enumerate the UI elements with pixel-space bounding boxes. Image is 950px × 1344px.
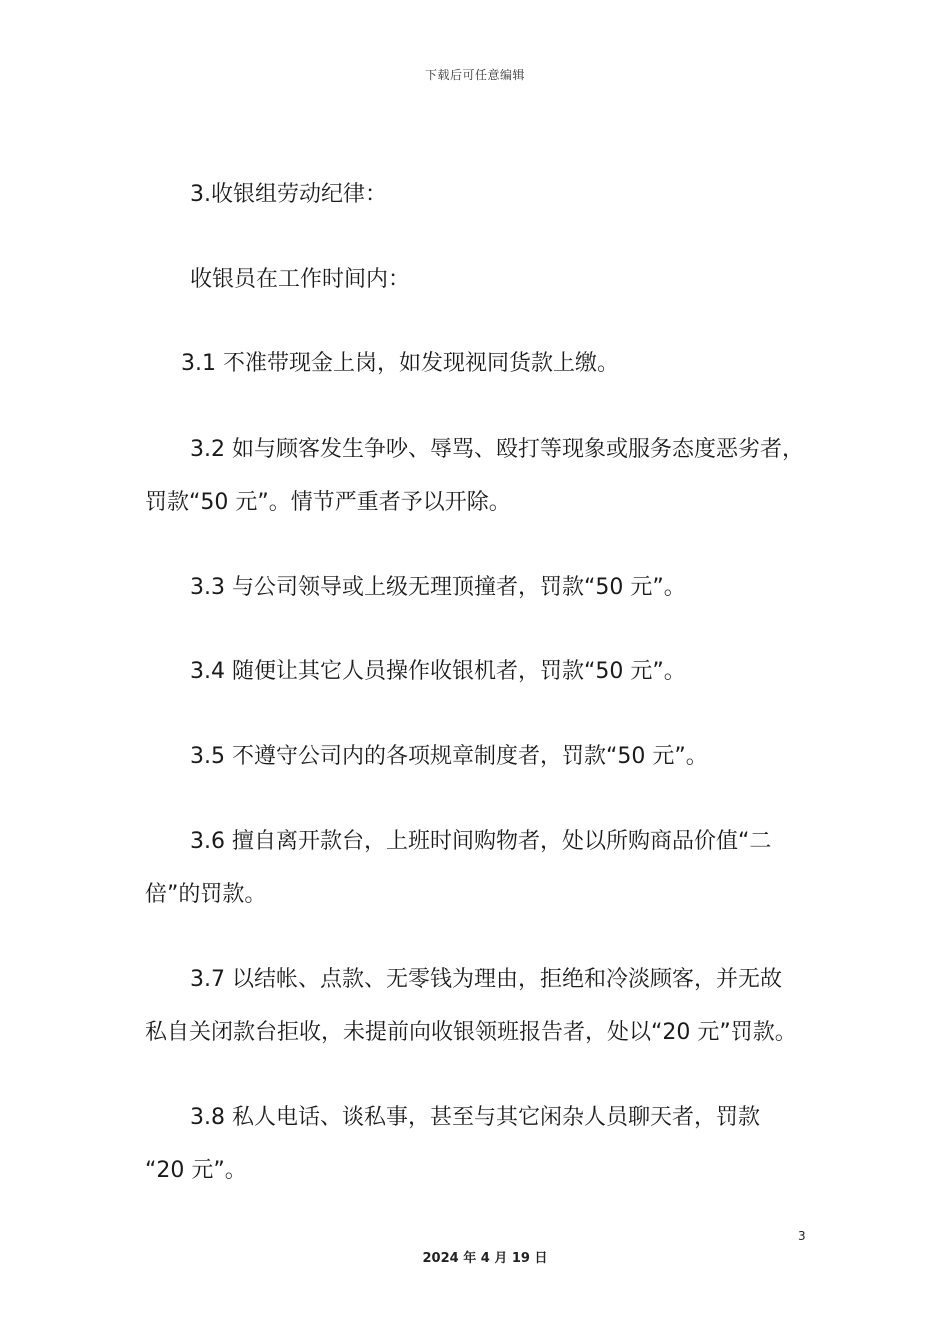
rule-3-2-line-2: 罚款“50 元”。情节严重者予以开除。 <box>145 490 511 515</box>
rule-3-2-line-1: 3.2 如与顾客发生争吵、辱骂、殴打等现象或服务态度恶劣者， <box>190 437 804 462</box>
rule-3-1: 3.1 不准带现金上岗，如发现视同货款上缴。 <box>181 351 619 376</box>
rule-3-8-line-2: “20 元”。 <box>145 1158 247 1183</box>
rule-3-3: 3.3 与公司领导或上级无理顶撞者，罚款“50 元”。 <box>190 575 686 600</box>
section-title: 3.收银组劳动纪律： <box>190 182 387 207</box>
rule-3-5: 3.5 不遵守公司内的各项规章制度者，罚款“50 元”。 <box>190 744 708 769</box>
page-footer-date: 2024 年 4 月 19 日 <box>422 1251 548 1266</box>
rule-3-6-line-1: 3.6 擅自离开款台，上班时间购物者，处以所购商品价值“二 <box>190 829 772 854</box>
rule-3-7-line-2: 私自关闭款台拒收，未提前向收银领班报告者，处以“20 元”罚款。 <box>145 1020 797 1045</box>
rule-3-4: 3.4 随便让其它人员操作收银机者，罚款“50 元”。 <box>190 659 686 684</box>
page-header: 下载后可任意编辑 <box>424 68 525 82</box>
rule-3-8-line-1: 3.8 私人电话、谈私事，甚至与其它闲杂人员聊天者，罚款 <box>190 1105 760 1130</box>
intro-paragraph: 收银员在工作时间内： <box>190 267 411 292</box>
rule-3-6-line-2: 倍”的罚款。 <box>145 882 267 907</box>
rule-3-7-line-1: 3.7 以结帐、点款、无零钱为理由，拒绝和冷淡顾客，并无故 <box>190 967 782 992</box>
page-number: 3 <box>798 1229 806 1243</box>
